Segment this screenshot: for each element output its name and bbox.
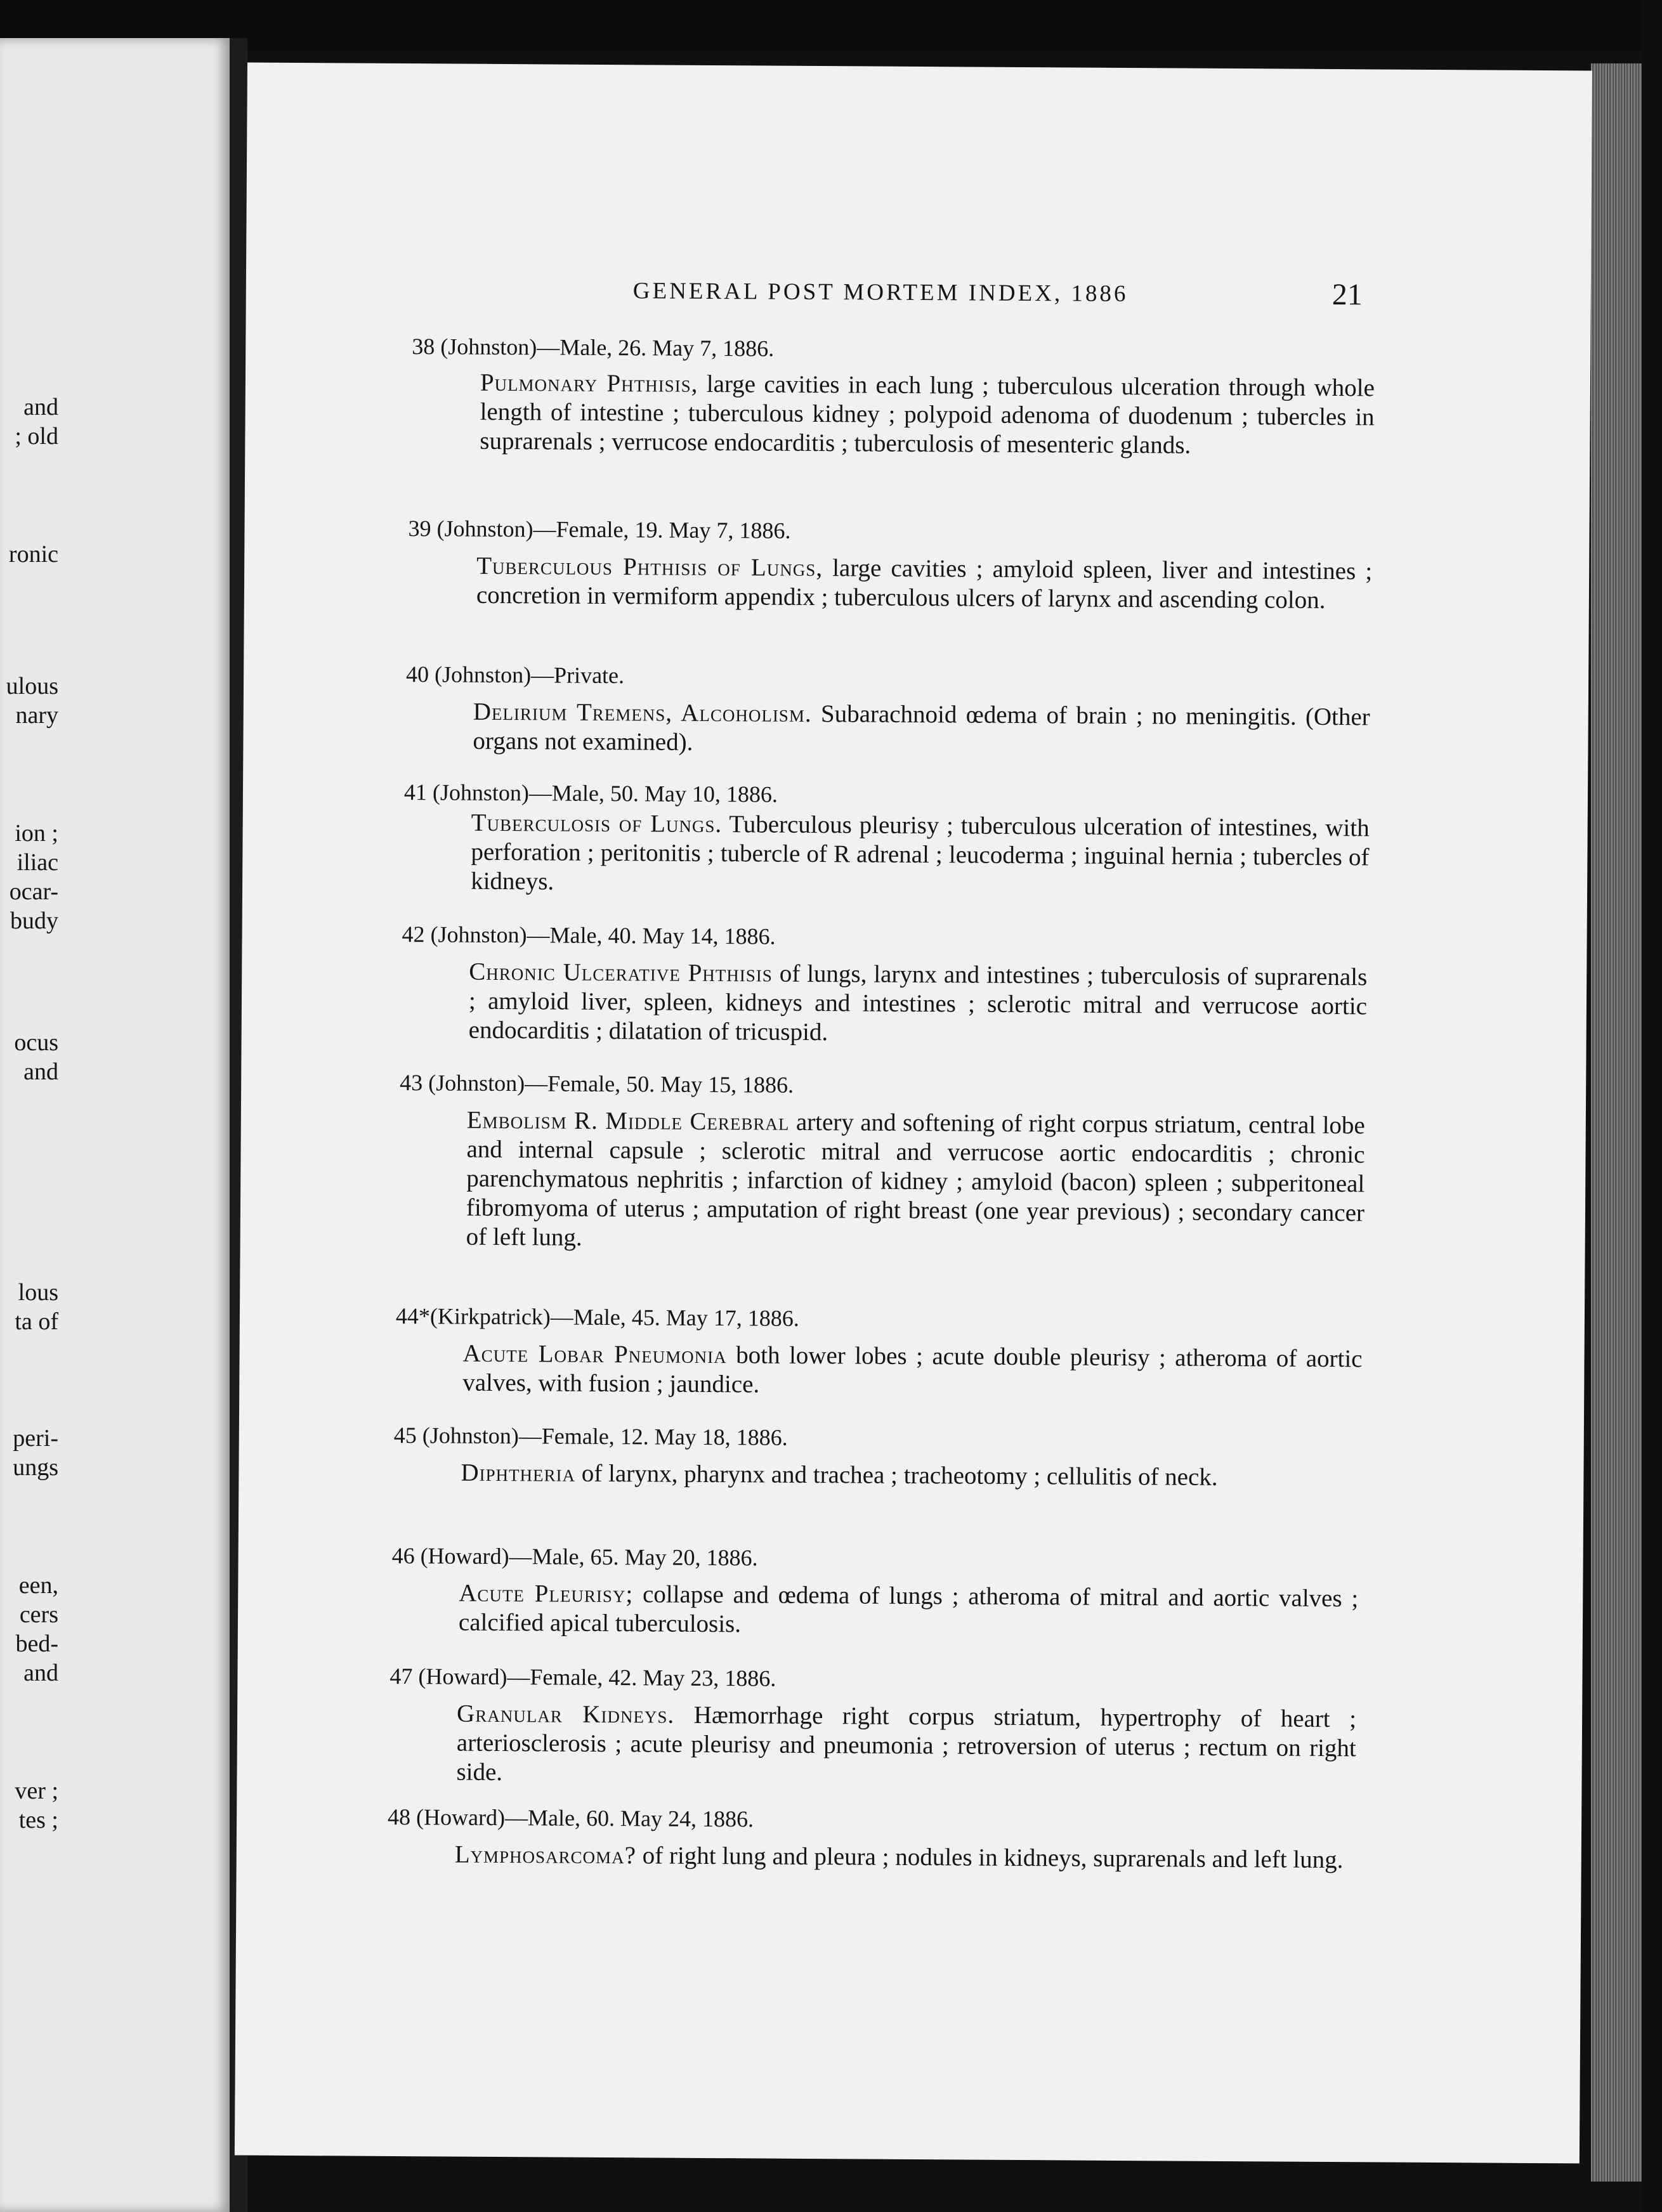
entry-heading: 45 (Johnston)—Female, 12. May 18, 1886. — [393, 1422, 788, 1450]
autopsy-entry — [244, 660, 1588, 756]
left-page-fragment: ulous — [6, 673, 58, 699]
entry-body — [469, 958, 1368, 1051]
left-page-fragment: lous — [18, 1279, 58, 1306]
entry-heading: 47 (Howard)—Female, 42. May 23, 1886. — [389, 1663, 776, 1691]
entry-diagnosis: Lymphosarcoma? — [454, 1840, 637, 1870]
entry-diagnosis: Tuberculous Phthisis of Lungs, — [476, 552, 823, 582]
entry-body — [471, 809, 1370, 902]
left-page-fragment: ta of — [15, 1308, 58, 1335]
left-page-fragment: ver ; — [15, 1778, 58, 1804]
left-page-fragment: cers — [19, 1601, 58, 1628]
scan-top-border — [0, 0, 1662, 51]
entry-diagnosis: Embolism R. Middle Cerebral — [466, 1106, 790, 1136]
entry-findings: Tuberculous pleurisy ; tuberculous ulceration of intestines, with perforation ; peritonitis ; tubercle of R adrenal ; leucoderma ; inguinal hernia ; tubercles of kidneys. — [471, 810, 1370, 895]
left-page-fragment: ocus — [14, 1029, 58, 1056]
autopsy-entry — [245, 514, 1590, 614]
autopsy-entry — [245, 332, 1590, 459]
entry-findings: of larynx, pharynx and trachea ; tracheotomy ; cellulitis of neck. — [575, 1459, 1218, 1491]
entry-body — [455, 1840, 1354, 1875]
entry-body — [456, 1700, 1356, 1793]
running-head: GENERAL POST MORTEM INDEX, 1886 — [632, 278, 1129, 308]
scan-right-border — [1642, 0, 1662, 2212]
entry-heading: 39 (Johnston)—Female, 19. May 7, 1886. — [408, 516, 791, 543]
entry-diagnosis: Chronic Ulcerative Phthisis — [469, 958, 773, 987]
left-page-fragment: ; old — [15, 423, 58, 450]
entry-diagnosis: Acute Lobar Pneumonia — [462, 1339, 727, 1369]
entry-diagnosis: Diphtheria — [461, 1459, 576, 1487]
entry-findings: of lungs, larynx and intestines ; tuberculosis of suprarenals ; amyloid liver, spleen, kidneys and intestines ; sclerotic mitral and verrucose aortic endocarditis ; dilatation of tricuspid. — [468, 960, 1368, 1046]
left-page-fragment: and — [23, 1058, 58, 1085]
autopsy-entry — [238, 1662, 1583, 1786]
entry-findings: large cavities in each lung ; tuberculous ulceration through whole length of intestine ; tuberculous kidney ; polypoid adenoma of duodenum ; tubercles in suprarenals ; verrucose endocarditis ; tuberculosis of mesenteric glands. — [480, 370, 1375, 459]
entry-body — [466, 1106, 1365, 1258]
left-page-fragment: tes ; — [18, 1807, 58, 1833]
left-page-fragment: peri- — [13, 1425, 58, 1452]
entry-body — [480, 368, 1375, 462]
autopsy-entry — [240, 1301, 1585, 1398]
entry-heading: 38 (Johnston)—Male, 26. May 7, 1886. — [412, 334, 775, 361]
left-page-edge — [0, 38, 230, 2212]
left-page-fragment: ion ; — [15, 820, 58, 847]
entry-heading: 42 (Johnston)—Male, 40. May 14, 1886. — [402, 921, 776, 949]
entry-heading: 46 (Howard)—Male, 65. May 20, 1886. — [391, 1542, 758, 1571]
left-page-fragment: ungs — [13, 1454, 58, 1481]
left-page-fragment: iliac — [16, 849, 58, 876]
autopsy-entry — [239, 1421, 1584, 1491]
left-page-fragment: ocar- — [9, 878, 58, 905]
entry-diagnosis: Acute Pleurisy; — [459, 1579, 634, 1608]
left-page-fragment: bed- — [15, 1630, 58, 1657]
entry-findings: artery and softening of right corpus striatum, central lobe and internal capsule ; sclerotic mitral and verrucose aortic endocarditis ; chronic parenchymatous nephritis ; infarction of kidney ; amyloid (bacon) spleen ; subperitoneal fibromyoma of uterus ; amputation of right breast (one year previous) ; secondary cancer of left lung. — [466, 1108, 1365, 1251]
entry-diagnosis: Delirium Tremens, Alcoholism. — [473, 698, 812, 727]
entry-heading: 41 (Johnston)—Male, 50. May 10, 1886. — [403, 779, 778, 807]
entry-body — [459, 1579, 1359, 1643]
entry-body — [476, 552, 1373, 616]
entry-body — [462, 1339, 1363, 1403]
left-page-fragment: een, — [18, 1572, 58, 1599]
autopsy-entry — [243, 778, 1588, 895]
autopsy-entry — [242, 920, 1587, 1046]
autopsy-entry — [239, 1541, 1583, 1638]
document-page — [235, 63, 1592, 2164]
autopsy-entry — [241, 1068, 1586, 1251]
entry-findings: of right lung and pleura ; nodules in kidneys, suprarenals and left lung. — [636, 1842, 1344, 1874]
left-page-fragment: and — [23, 1660, 58, 1686]
entry-heading: 40 (Johnston)—Private. — [406, 661, 625, 689]
entry-body — [461, 1459, 1360, 1493]
entry-diagnosis: Pulmonary Phthisis, — [480, 368, 698, 398]
left-page-fragment: budy — [10, 908, 58, 934]
entry-diagnosis: Granular Kidneys. — [456, 1700, 675, 1729]
entry-heading: 48 (Howard)—Male, 60. May 24, 1886. — [388, 1804, 754, 1832]
entry-heading: 44*(Kirkpatrick)—Male, 45. May 17, 1886. — [395, 1303, 799, 1331]
entry-findings: both lower lobes ; acute double pleurisy ; atheroma of aortic valves, with fusion ; jaundice. — [462, 1341, 1363, 1398]
entry-body — [473, 698, 1370, 762]
page-edges-stack — [1591, 63, 1642, 2182]
entry-findings: Subarachnoid œdema of brain ; no meningitis. (Other organs not examined). — [473, 699, 1370, 756]
left-page-fragment: and — [23, 394, 58, 420]
entry-findings: large cavities ; amyloid spleen, liver and intestines ; concretion in vermiform appendix ; tuberculous ulcers of larynx and ascending colon. — [476, 554, 1373, 614]
left-page-fragment: nary — [15, 702, 58, 729]
entry-heading: 43 (Johnston)—Female, 50. May 15, 1886. — [400, 1070, 794, 1098]
page-number: 21 — [1332, 277, 1363, 312]
entry-findings: Hæmorrhage right corpus striatum, hypertrophy of heart ; arteriosclerosis ; acute pleurisy and pneumonia ; retroversion of uterus ; rectum on right side. — [456, 1701, 1357, 1786]
autopsy-entry — [237, 1802, 1581, 1874]
entry-findings: collapse and œdema of lungs ; atheroma of mitral and aortic valves ; calcified apical tuberculosis. — [458, 1580, 1359, 1638]
left-page-fragment: ronic — [8, 541, 58, 568]
entry-diagnosis: Tuberculosis of Lungs. — [471, 809, 723, 838]
